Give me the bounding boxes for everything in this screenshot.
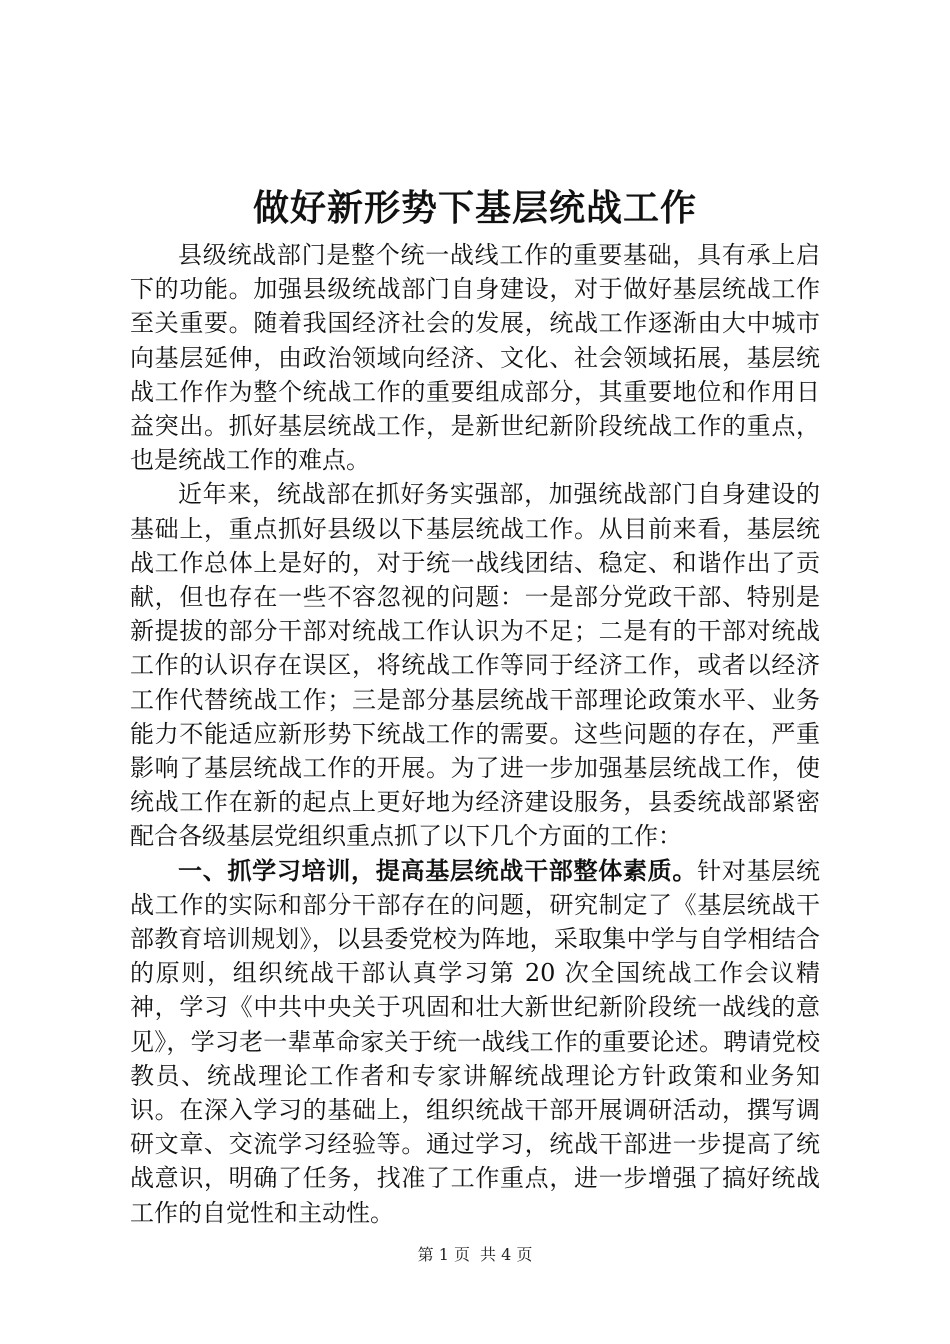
paragraph-section-one (130, 854, 820, 1230)
document-title: 做好新形势下基层统战工作 (252, 187, 697, 229)
section-one-text: 针对基层统战工作的实际和部分干部存在的问题，研究制定了《基层统战干部教育培训规划》，以县委党校为阵地，采取集中学与自学相结合的原则，组织统战干部认真学习第 20 次全国统战工作会议精神，学习《中共中央关于巩固和壮大新世纪新阶段统一战线的意见》，学习老一辈革命家关于统一战线工作的重要论述。聘请党校教员、统战理论工作者和专家讲解统战理论方针政策和业务知识。在深入学习的基础上，组织统战干部开展调研活动，撰写调研文章、交流学习经验等。通过学习，统战干部进一步提高了统战意识，明确了任务，找准了工作重点，进一步增强了搞好统战工作的自觉性和主动性。 (130, 856, 821, 1227)
paragraph-problems: 近年来，统战部在抓好务实强部，加强统战部门自身建设的基础上，重点抓好县级以下基层统战工作。从目前来看，基层统战工作总体上是好的，对于统一战线团结、稳定、和谐作出了贡献，但也存在一些不容忽视的问题：一是部分党政干部、特别是新提拔的部分干部对统战工作认识为不足；二是有的干部对统战工作的认识存在误区，将统战工作等同于经济工作，或者以经济工作代替统战工作；三是部分基层统战干部理论政策水平、业务能力不能适应新形势下统战工作的需要。这些问题的存在，严重影响了基层统战工作的开展。为了进一步加强基层统战工作，使统战工作在新的起点上更好地为经济建设服务，县委统战部紧密配合各级基层党组织重点抓了以下几个方面的工作： (130, 480, 820, 851)
page-total: 共 4 页 (480, 1245, 533, 1264)
section-one-heading: 一、抓学习培训，提高基层统战干部整体素质。 (178, 855, 698, 885)
paragraph-intro: 县级统战部门是整个统一战线工作的重要基础，具有承上启下的功能。加强县级统战部门自身建设，对于做好基层统战工作至关重要。随着我国经济社会的发展，统战工作逐渐由大中城市向基层延伸，由政治领域向经济、文化、社会领域拓展，基层统战工作作为整个统战工作的重要组成部分，其重要地位和作用日益突出。抓好基层统战工作，是新世纪新阶段统战工作的重点，也是统战工作的难点。 (130, 241, 820, 475)
document-body (130, 238, 820, 1230)
page-footer (0, 1244, 950, 1266)
page-number: 第 1 页 (417, 1245, 470, 1264)
